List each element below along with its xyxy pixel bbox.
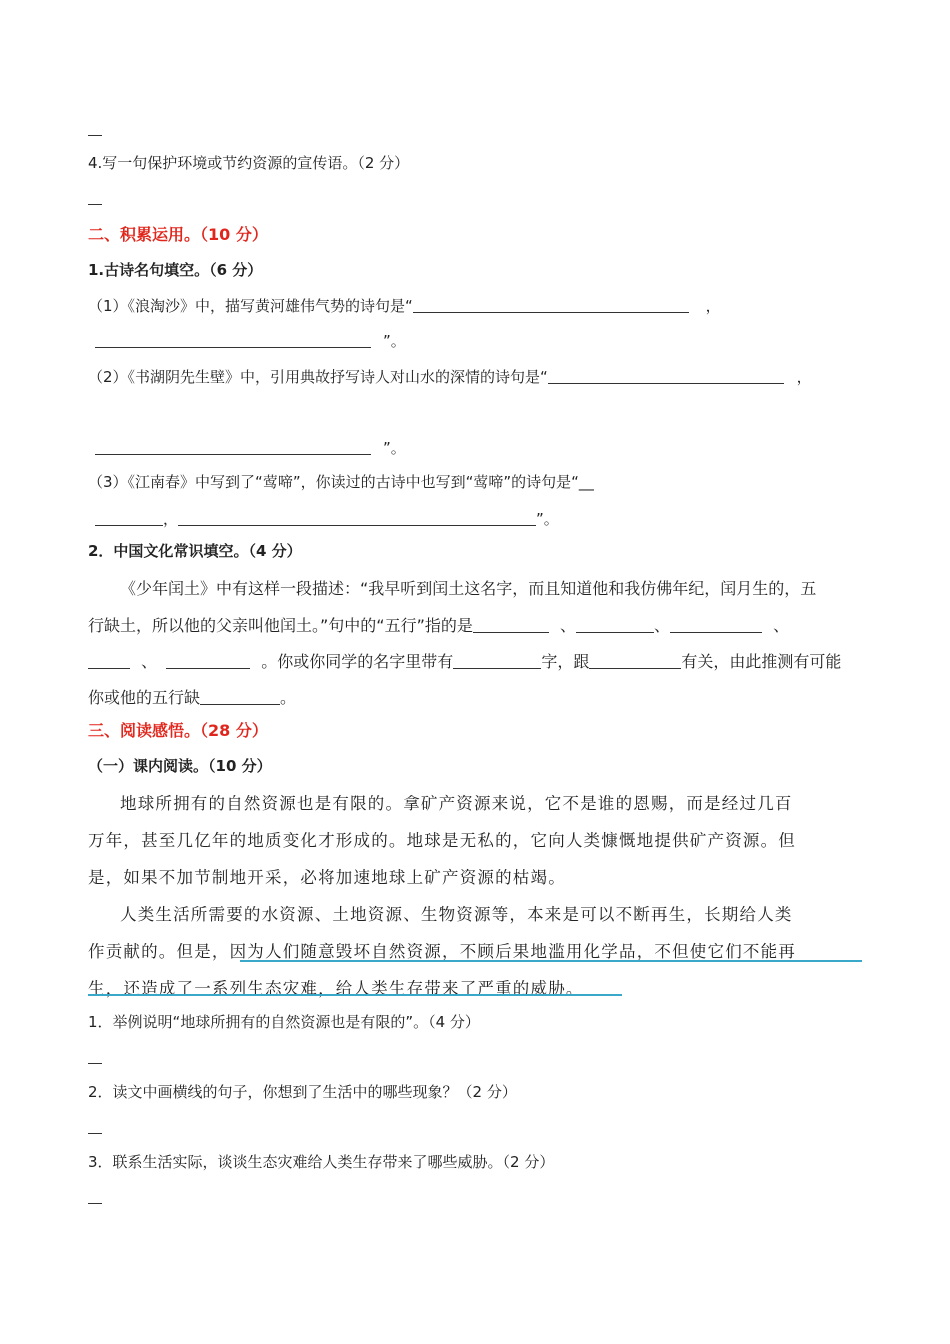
name-char-blank[interactable]	[453, 653, 541, 669]
quote-end: ”。	[383, 332, 406, 350]
separator: 、	[773, 616, 790, 635]
poem-item-2-text: （2）《书湖阴先生壁》中，引用典故抒写诗人对山水的深情的诗句是“	[88, 368, 548, 386]
poem-item-3: （3）《江南春》中写到了“莺啼”，你读过的古诗中也写到“莺啼”的诗句是“__	[88, 473, 594, 491]
period: 。	[280, 688, 297, 707]
culture-line-2	[88, 613, 789, 636]
culture-line-3-text-b: 字，跟	[541, 652, 590, 671]
answer-line-1	[88, 135, 102, 136]
culture-line-3	[88, 649, 841, 672]
culture-line-1: 《少年闰土》中有这样一段描述：“我早听到闰土这名字，而且知道他和我仿佛年纪，闰月生的，五	[120, 579, 817, 598]
culture-line-4	[88, 685, 296, 708]
poem-item-2-blank-a[interactable]	[548, 368, 784, 384]
culture-line-2-text: 行缺土，所以他的父亲叫他闰土。”句中的“五行”指的是	[88, 616, 473, 635]
quote-end: ”。	[383, 439, 406, 457]
reading-question-1: 1．举例说明“地球所拥有的自然资源也是有限的”。（4 分）	[88, 1013, 480, 1031]
missing-element-blank[interactable]	[200, 689, 280, 705]
element-blank-1[interactable]	[473, 617, 549, 633]
related-blank[interactable]	[589, 653, 681, 669]
separator: 、	[141, 652, 158, 671]
underline-mark	[88, 994, 622, 996]
poem-item-3-line-2	[95, 508, 559, 529]
element-blank-4[interactable]	[88, 653, 130, 669]
comma: ，	[163, 510, 179, 528]
poem-item-2	[88, 366, 812, 387]
question-4: 4.写一句保护环境或节约资源的宣传语。（2 分）	[88, 154, 410, 172]
passage-line: 人类生活所需要的水资源、土地资源、生物资源等，本来是可以不断再生，长期给人类	[120, 905, 793, 924]
passage-line: 地球所拥有的自然资源也是有限的。拿矿产资源来说，它不是谁的恩赐，而是经过几百	[120, 794, 793, 813]
quote-end: ”。	[536, 510, 559, 528]
answer-line-3	[88, 1063, 102, 1064]
poem-item-3-blank-b[interactable]	[178, 510, 536, 526]
passage-line: 生，还造成了一系列生态灾难，给人类生存带来了严重的威胁。	[88, 979, 584, 998]
poem-item-3-blank-a[interactable]	[95, 510, 163, 526]
reading-heading: （一）课内阅读。（10 分）	[88, 757, 272, 775]
reading-question-2: 2．读文中画横线的句子，你想到了生活中的哪些现象？（2 分）	[88, 1083, 517, 1101]
element-blank-3[interactable]	[670, 617, 762, 633]
section-3-heading: 三、阅读感悟。（28 分）	[88, 721, 268, 740]
answer-line-4	[88, 1133, 102, 1134]
passage-line: 是，如果不加节制地开采，必将加速地球上矿产资源的枯竭。	[88, 868, 566, 887]
comma: ，	[796, 368, 812, 386]
separator: 、	[653, 616, 670, 635]
reading-question-3: 3．联系生活实际，谈谈生态灾难给人类生存带来了哪些威胁。（2 分）	[88, 1153, 555, 1171]
section-2-heading: 二、积累运用。（10 分）	[88, 225, 268, 244]
passage-line: 作贡献的。但是，因为人们随意毁坏自然资源，不顾后果地滥用化学品，不但使它们不能再	[88, 942, 796, 961]
culture-line-3-text: 。你或你同学的名字里带有	[261, 652, 454, 671]
culture-heading: 2．中国文化常识填空。（4 分）	[88, 542, 302, 560]
answer-line-5	[88, 1203, 102, 1204]
element-blank-5[interactable]	[166, 653, 250, 669]
poem-item-1-text: （1）《浪淘沙》中，描写黄河雄伟气势的诗句是“	[88, 297, 413, 315]
underline-mark	[240, 960, 862, 962]
element-blank-2[interactable]	[576, 617, 654, 633]
poem-item-1-line-2	[95, 330, 406, 351]
poem-item-1	[88, 295, 721, 316]
separator: 、	[559, 616, 576, 635]
culture-line-3-text-c: 有关，由此推测有可能	[681, 652, 842, 671]
poem-fill-heading: 1.古诗名句填空。（6 分）	[88, 261, 263, 279]
answer-line-2	[88, 204, 102, 205]
poem-item-2-line-2	[95, 437, 406, 458]
culture-line-4-text: 你或他的五行缺	[88, 688, 201, 707]
comma: ，	[705, 297, 721, 315]
poem-item-1-blank-a[interactable]	[413, 297, 689, 313]
poem-item-1-blank-b[interactable]	[95, 332, 371, 348]
passage-line: 万年，甚至几亿年的地质变化才形成的。地球是无私的，它向人类慷慨地提供矿产资源。但	[88, 831, 796, 850]
poem-item-2-blank-b[interactable]	[95, 439, 371, 455]
